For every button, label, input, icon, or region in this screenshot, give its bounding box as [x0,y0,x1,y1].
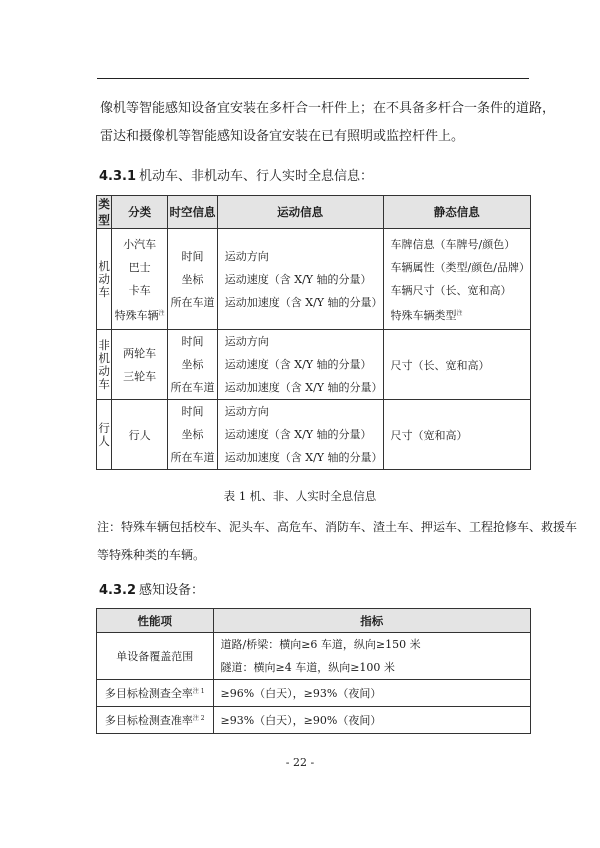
header-cell: 指标 [213,609,531,633]
table-row [97,229,531,330]
category-cell: 行人 [112,400,168,470]
note-mark: 注 2 [192,715,205,722]
header-cell: 时空信息 [168,196,218,229]
performance-item-cell: 多目标检测查全率$^{注 1}$ [97,680,214,707]
sensing-device-table [96,608,531,734]
motion-cell: 运动方向 运动速度（含 X/Y 轴的分量） 运动加速度（含 X/Y 轴的分量） [217,400,383,470]
indicator-cell: 道路/桥梁：横向≥6 车道，纵向≥150 米 隧道：横向≥4 车道，纵向≥100 米 [213,633,531,680]
section-heading-4-3-1 [99,168,373,186]
motion-cell: 运动方向 运动速度（含 X/Y 轴的分量） 运动加速度（含 X/Y 轴的分量） [217,229,383,330]
performance-item-cell: 多目标检测查准率$^{注 2}$ [97,707,214,734]
performance-item-cell: 单设备覆盖范围 [97,633,214,680]
note-mark: 注 1 [192,688,205,695]
static-cell: 尺寸（长、宽和高） [383,330,530,400]
header-rule [97,78,529,79]
spatiotemporal-cell: 时间 坐标 所在车道 [168,330,218,400]
note-line-1: 注：特殊车辆包括校车、泥头车、高危车、消防车、渣土车、押运车、工程抢修车、救援车 [97,520,578,534]
spatiotemporal-cell: 时间 坐标 所在车道 [168,229,218,330]
motion-cell: 运动方向 运动速度（含 X/Y 轴的分量） 运动加速度（含 X/Y 轴的分量） [217,330,383,400]
category-cell: 小汽车 巴士 卡车 特殊车辆$^注$ [112,229,168,330]
table-row [97,680,531,707]
type-cell-pedestrian: 行 人 [97,400,112,470]
section-number: 4.3.1 [99,169,137,184]
header-cell: 静态信息 [383,196,530,229]
note-line-2: 等特殊种类的车辆。 [97,548,206,562]
indicator-cell: ≥96%（白天），≥93%（夜间） [213,680,531,707]
spatiotemporal-cell: 时间 坐标 所在车道 [168,400,218,470]
static-cell: 车牌信息（车牌号/颜色） 车辆属性（类型/颜色/品牌） 车辆尺寸（长、宽和高） 特殊车辆类型$^注$ [383,229,530,330]
category-cell: 两轮车 三轮车 [112,330,168,400]
header-cell: 性能项 [97,609,214,633]
page-number: - 22 - [285,756,315,769]
header-cell: 运动信息 [217,196,383,229]
table-row [97,633,531,680]
body-text-line-1: 像机等智能感知设备宜安装在多杆合一杆件上；在不具备多杆合一条件的道路， [100,101,556,116]
header-cell: 分类 [112,196,168,229]
section-title: 机动车、非机动车、行人实时全息信息： [139,169,374,184]
table-row [97,707,531,734]
table-row [97,330,531,400]
note-mark: 注 [456,310,463,317]
table-header-row [97,196,531,229]
table-header-row [97,609,531,633]
static-cell: 尺寸（宽和高） [383,400,530,470]
type-cell-non-motor-vehicle: 非 机 动 车 [97,330,112,400]
section-heading-4-3-2 [99,582,204,600]
holographic-info-table [96,195,531,470]
section-number: 4.3.2 [99,583,137,598]
type-cell-motor-vehicle: 机 动 车 [97,229,112,330]
indicator-cell: ≥93%（白天），≥90%（夜间） [213,707,531,734]
body-text-line-2: 雷达和摄像机等智能感知设备宜安装在已有照明或监控杆件上。 [100,129,465,144]
table-row [97,400,531,470]
header-cell: 类型 [98,197,110,227]
note-mark: 注 [158,310,165,317]
table-caption: 表 1 机、非、人实时全息信息 [223,489,377,503]
section-title: 感知设备： [139,583,205,598]
